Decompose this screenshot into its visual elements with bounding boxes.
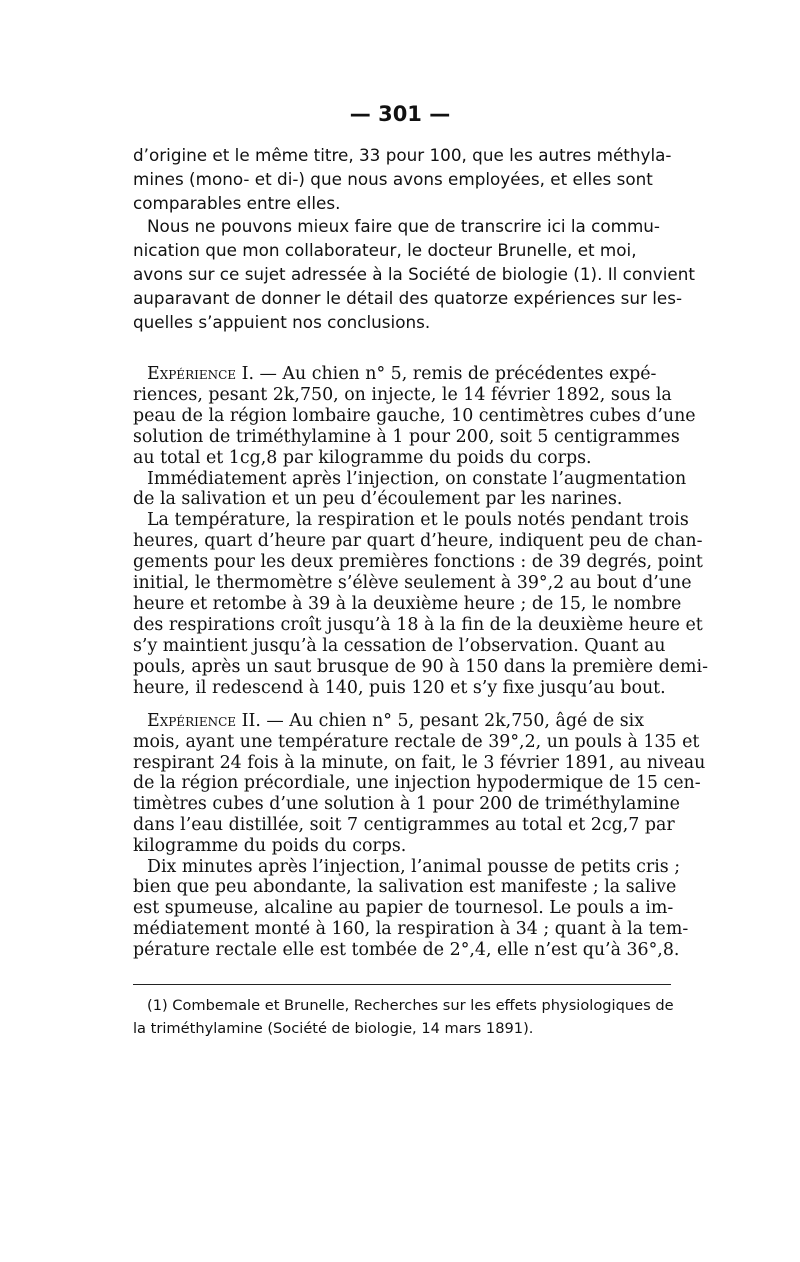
text-line: peau de la région lombaire gauche, 10 centimètres cubes d’une xyxy=(133,405,696,426)
text-line: mois, ayant une température rectale de 39°,2, un pouls à 135 et xyxy=(133,731,700,752)
text-line: riences, pesant 2k,750, on injecte, le 14 février 1892, sous la xyxy=(133,384,672,405)
text-line: de la région précordiale, une injection hypodermique de 15 cen- xyxy=(133,773,701,794)
intro-section xyxy=(133,144,695,334)
footnote-divider xyxy=(133,984,671,985)
footnote xyxy=(133,994,674,1040)
footnote-line: (1) Combemale et Brunelle, Recherches sur les effets physiologiques de xyxy=(147,997,674,1014)
intro-paragraph-2 xyxy=(133,215,695,334)
experience-2-heading: Expérience II. xyxy=(147,711,261,731)
text-line: timètres cubes d’une solution à 1 pour 200 de triméthylamine xyxy=(133,794,680,815)
text-line: auparavant de donner le détail des quatorze expériences sur les- xyxy=(133,287,683,308)
text-line: Nous ne pouvons mieux faire que de transcrire ici la commu- xyxy=(147,216,660,237)
text-line xyxy=(133,364,671,385)
text-line: comparables entre elles. xyxy=(133,192,341,213)
text-line: bien que peu abondante, la salivation est manifeste ; la salive xyxy=(133,877,677,898)
text-line: pouls, après un saut brusque de 90 à 150 dans la première demi- xyxy=(133,656,708,677)
footnote-line: la triméthylamine (Société de biologie, 14 mars 1891). xyxy=(133,1020,534,1037)
text-line: des respirations croît jusqu’à 18 à la fin de la deuxième heure et xyxy=(133,614,703,635)
text-line: quelles s’appuient nos conclusions. xyxy=(133,311,431,332)
experience-1-text xyxy=(133,364,708,699)
text-line: kilogramme du poids du corps. xyxy=(133,835,407,856)
text-line: de la salivation et un peu d’écoulement par les narines. xyxy=(133,489,623,510)
text-line: au total et 1cg,8 par kilogramme du poids du corps. xyxy=(133,447,592,468)
experience-2-section xyxy=(133,711,706,961)
text-line: pérature rectale elle est tombée de 2°,4, elle n’est qu’à 36°,8. xyxy=(133,939,680,960)
text-line xyxy=(133,711,671,732)
text-line: heure, il redescend à 140, puis 120 et s’y fixe jusqu’au bout. xyxy=(133,677,666,698)
text-line: Immédiatement après l’injection, on constate l’augmentation xyxy=(147,468,687,489)
text-line: solution de triméthylamine à 1 pour 200, soit 5 centigrammes xyxy=(133,426,680,447)
text-line: dans l’eau distillée, soit 7 centigrammes au total et 2cg,7 par xyxy=(133,814,675,835)
text-line: heure et retombe à 39 à la deuxième heure ; de 15, le nombre xyxy=(133,593,682,614)
text-fragment: — Au chien n° 5, pesant 2k,750, âgé de six xyxy=(260,711,645,731)
text-line: nication que mon collaborateur, le docteur Brunelle, et moi, xyxy=(133,240,637,261)
text-line: gements pour les deux premières fonctions : de 39 degrés, point xyxy=(133,552,703,573)
text-line: est spumeuse, alcaline au papier de tournesol. Le pouls a im- xyxy=(133,898,674,919)
text-line: s’y maintient jusqu’à la cessation de l’observation. Quant au xyxy=(133,635,666,656)
experience-1-section xyxy=(133,364,708,699)
text-line: d’origine et le même titre, 33 pour 100, que les autres méthyla- xyxy=(133,145,672,165)
text-line: mines (mono- et di-) que nous avons employées, et elles sont xyxy=(133,168,653,189)
experience-2-text xyxy=(133,711,706,961)
text-line: médiatement monté à 160, la respiration à 34 ; quant à la tem- xyxy=(133,918,689,939)
text-fragment: — Au chien n° 5, remis de précédentes expé- xyxy=(253,364,657,384)
text-line: avons sur ce sujet adressée à la Société de biologie (1). Il convient xyxy=(133,263,695,284)
text-line: heures, quart d’heure par quart d’heure, indiquent peu de chan- xyxy=(133,531,703,552)
page-number: — 301 — xyxy=(349,102,451,126)
text-line: respirant 24 fois à la minute, on fait, le 3 février 1891, au niveau xyxy=(133,752,706,773)
text-line: initial, le thermomètre s’élève seulement à 39°,2 au bout d’une xyxy=(133,573,692,594)
text-line: La température, la respiration et le pouls notés pendant trois xyxy=(147,510,689,531)
experience-1-heading: Expérience I. xyxy=(147,364,254,384)
intro-paragraph-1 xyxy=(133,144,671,215)
text-line: Dix minutes après l’injection, l’animal pousse de petits cris ; xyxy=(147,856,681,877)
